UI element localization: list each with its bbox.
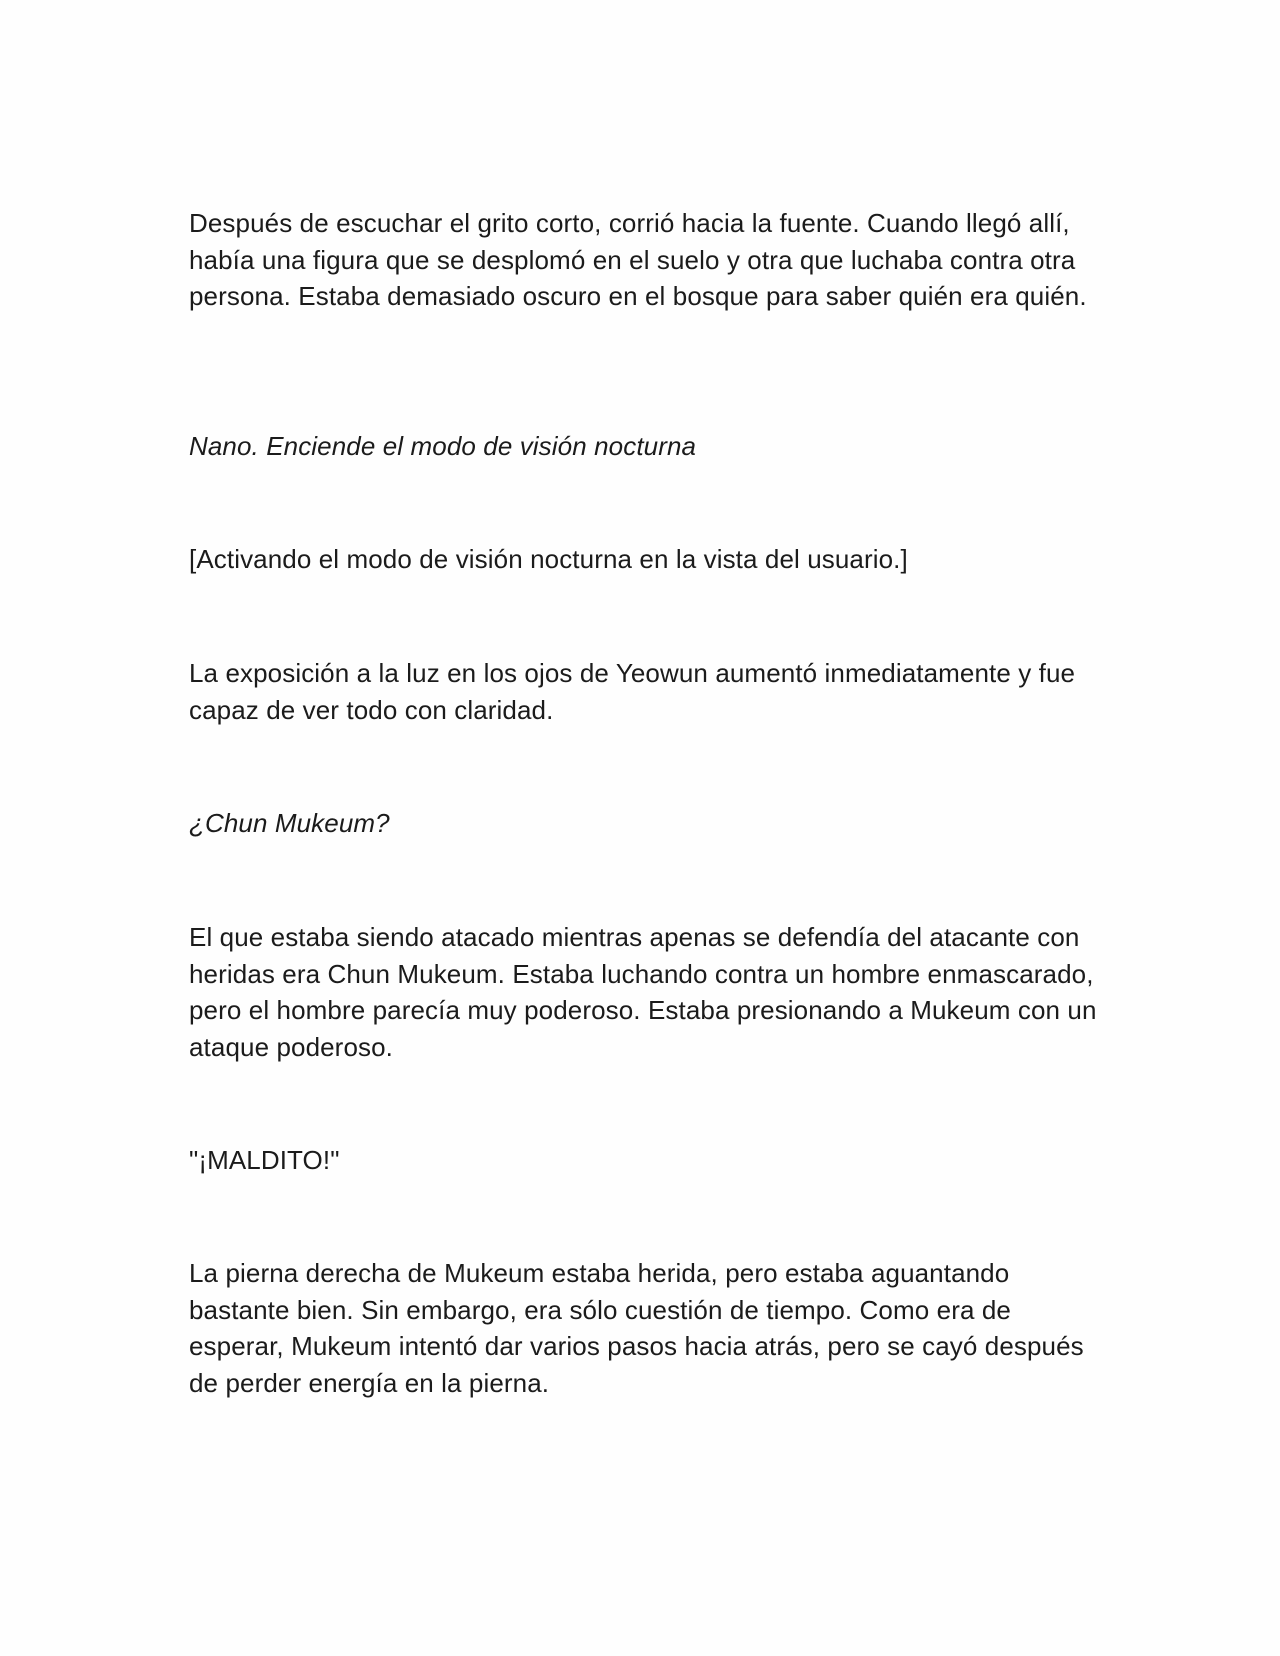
paragraph-narration: Después de escuchar el grito corto, corrió hacia la fuente. Cuando llegó allí, había una figura que se desplomó en el suelo y otra que luchaba contra otra persona. Estaba demasiado oscuro en el bosque para saber quién era quién. xyxy=(189,208,1087,311)
paragraph-narration: La pierna derecha de Mukeum estaba herida, pero estaba aguantando bastante bien. Sin embargo, era sólo cuestión de tiempo. Como era de esperar, Mukeum intentó dar varios pasos hacia atrás, pero se cayó después de perder energía en la pierna. xyxy=(189,1258,1084,1398)
paragraph-thought: Nano. Enciende el modo de visión nocturna xyxy=(189,431,697,461)
paragraph-narration: El que estaba siendo atacado mientras apenas se defendía del atacante con heridas era Chun Mukeum. Estaba luchando contra un hombre enmascarado, pero el hombre parecía muy poderoso. Estaba presionando a Mukeum con un ataque poderoso. xyxy=(189,922,1097,1062)
paragraph-system-message: [Activando el modo de visión nocturna en la vista del usuario.] xyxy=(189,544,908,574)
paragraph-narration: La exposición a la luz en los ojos de Yeowun aumentó inmediatamente y fue capaz de ver todo con claridad. xyxy=(189,658,1076,725)
paragraph-dialogue: "¡MALDITO!" xyxy=(189,1145,340,1175)
paragraph-thought: ¿Chun Mukeum? xyxy=(189,808,390,838)
